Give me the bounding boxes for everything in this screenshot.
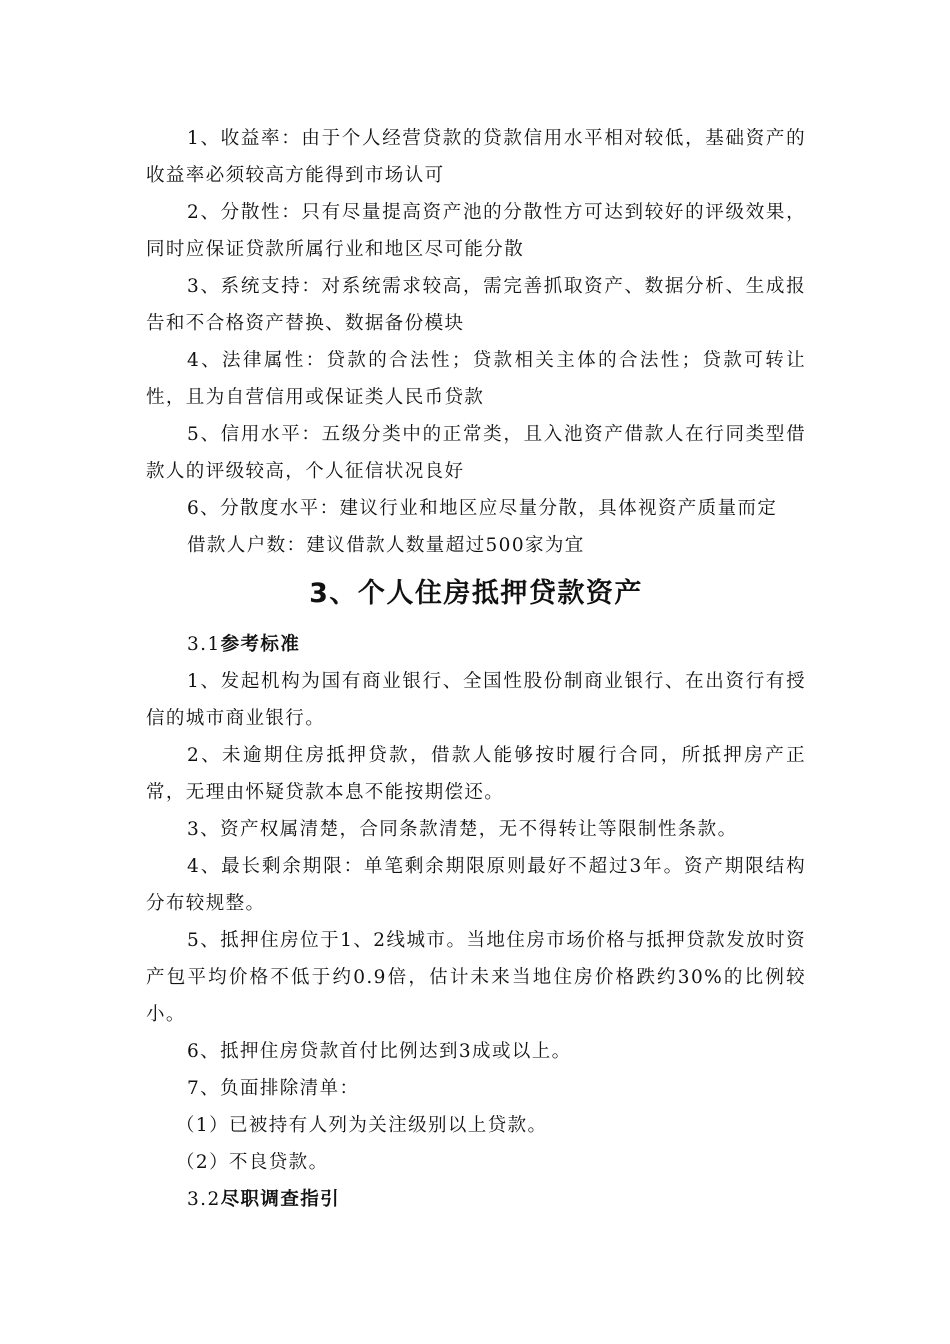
paragraph-originator: 1、发起机构为国有商业银行、全国性股份制商业银行、在出资行有授信的城市商业银行。 [146, 671, 806, 729]
paragraph-city-tier: 5、抵押住房位于1、2线城市。当地住房市场价格与抵押贷款发放时资产包平均价格不低于约0.9倍，估计未来当地住房价格跌约30%的比例较小。 [146, 930, 806, 1025]
subsection-number: 3.2 [187, 1189, 221, 1210]
paragraph-down-payment: 6、抵押住房贷款首付比例达到3成或以上。 [187, 1041, 572, 1062]
subsection-heading-due-diligence [146, 1181, 806, 1218]
list-item-special-mention: （1）已被持有人列为关注级别以上贷款。 [176, 1115, 548, 1136]
paragraph-diversification: 2、分散性：只有尽量提高资产池的分散性方可达到较好的评级效果，同时应保证贷款所属行业和地区尽可能分散 [146, 202, 806, 260]
paragraph-not-overdue: 2、未逾期住房抵押贷款，借款人能够按时履行合同，所抵押房产正常，无理由怀疑贷款本息不能按期偿还。 [146, 745, 806, 803]
section-heading: 3、个人住房抵押贷款资产 [309, 578, 643, 609]
paragraph-system-support: 3、系统支持：对系统需求较高，需完善抓取资产、数据分析、生成报告和不合格资产替换、数据备份模块 [146, 276, 806, 334]
subsection-heading-reference-standards [146, 626, 806, 663]
subsection-title: 尽职调查指引 [220, 1189, 341, 1210]
document-body [146, 120, 806, 1218]
subsection-title: 参考标准 [220, 634, 301, 655]
paragraph-ownership: 3、资产权属清楚，合同条款清楚，无不得转让等限制性条款。 [187, 819, 738, 840]
paragraph-negative-list: 7、负面排除清单： [187, 1078, 360, 1099]
paragraph-borrower-count: 借款人户数：建议借款人数量超过500家为宜 [187, 535, 585, 556]
paragraph-yield: 1、收益率：由于个人经营贷款的贷款信用水平相对较低，基础资产的收益率必须较高方能得到市场认可 [146, 128, 806, 186]
paragraph-remaining-term: 4、最长剩余期限：单笔剩余期限原则最好不超过3年。资产期限结构分布较规整。 [146, 856, 806, 914]
list-item-non-performing: （2）不良贷款。 [176, 1152, 329, 1173]
paragraph-diversity-level: 6、分散度水平：建议行业和地区应尽量分散，具体视资产质量而定 [187, 498, 778, 519]
subsection-number: 3.1 [187, 634, 221, 655]
paragraph-legal-attributes: 4、法律属性：贷款的合法性；贷款相关主体的合法性；贷款可转让性，且为自营信用或保证类人民币贷款 [146, 350, 806, 408]
paragraph-credit-level: 5、信用水平：五级分类中的正常类，且入池资产借款人在行同类型借款人的评级较高，个人征信状况良好 [146, 424, 806, 482]
